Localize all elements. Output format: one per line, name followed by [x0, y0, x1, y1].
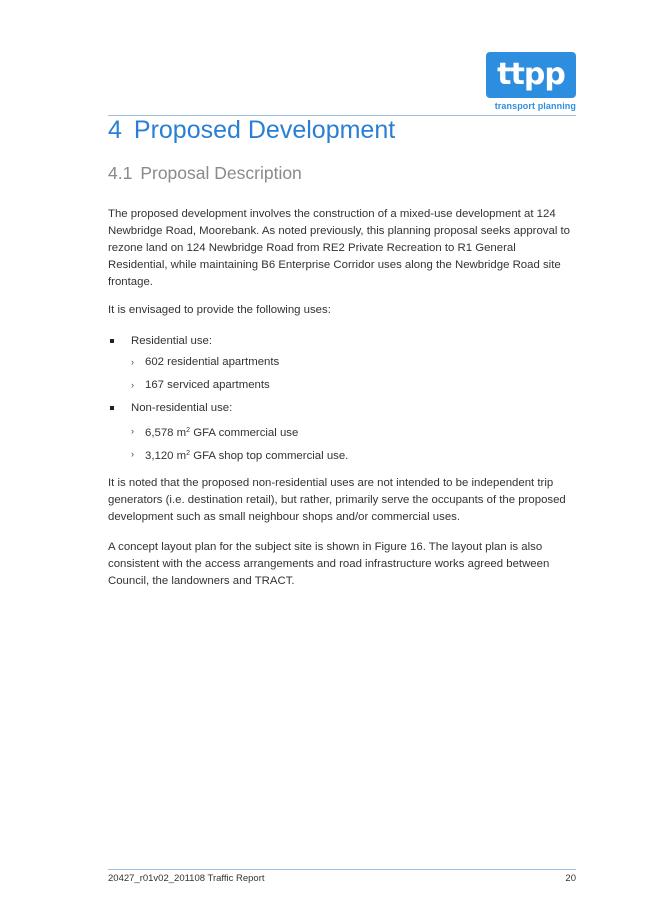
serviced-apartments: 167 serviced apartments [145, 379, 270, 391]
arrow-bullet-icon: › [131, 380, 134, 390]
arrow-bullet-icon: › [131, 449, 134, 459]
concept-paragraph: A concept layout plan for the subject site is shown in Figure 16. The layout plan is also consistent with the access arrangements and road infrastructure works agreed between Council, the landowners and TRACT. [108, 541, 550, 587]
footer-divider [108, 869, 576, 870]
note-paragraph: It is noted that the proposed non-residential uses are not intended to be independent trip generators (i.e. destination retail), but rather, primarily serve the occupants of the proposed development such as small neighbour shops and/or commercial uses. [108, 477, 566, 523]
footer-doc-ref: 20427_r01v02_201108 Traffic Report [108, 873, 265, 884]
chapter-title: Proposed Development [133, 116, 396, 144]
uses-lead-paragraph: It is envisaged to provide the following uses: [108, 304, 331, 316]
arrow-bullet-icon: › [131, 426, 134, 436]
ttpp-logo [486, 52, 576, 114]
intro-paragraph: The proposed development involves the construction of a mixed-use development at 124 Newbridge Road, Moorebank. As noted previously, this planning proposal seeks approval to rezone land on 124 Newbridge Road from RE2 Private Recreation to R1 General Residential, while maintaining B6 Enterprise Corridor uses along the Newbridge Road site frontage. [108, 208, 571, 288]
section-number: 4.1 [108, 163, 133, 183]
chapter-heading [108, 116, 395, 145]
section-heading [108, 163, 302, 184]
residential-label: Residential use: [131, 335, 213, 347]
logo-tagline: transport planning [494, 101, 576, 111]
logo-mark: ttpp [497, 57, 565, 92]
square-bullet-icon [110, 339, 114, 343]
chapter-number: 4 [108, 116, 122, 144]
shop-top-commercial-use: 3,120 $m^2$ GFA shop top commercial use. [145, 450, 349, 462]
footer-page-number: 20 [565, 873, 576, 884]
square-bullet-icon [110, 406, 114, 410]
commercial-use: 6,578 $m^2$ GFA commercial use [145, 427, 299, 439]
arrow-bullet-icon: › [131, 357, 134, 367]
non-residential-label: Non-residential use: [131, 402, 233, 414]
section-title: Proposal Description [140, 163, 302, 183]
residential-apartments: 602 residential apartments [145, 356, 280, 368]
logo-badge [486, 52, 576, 98]
